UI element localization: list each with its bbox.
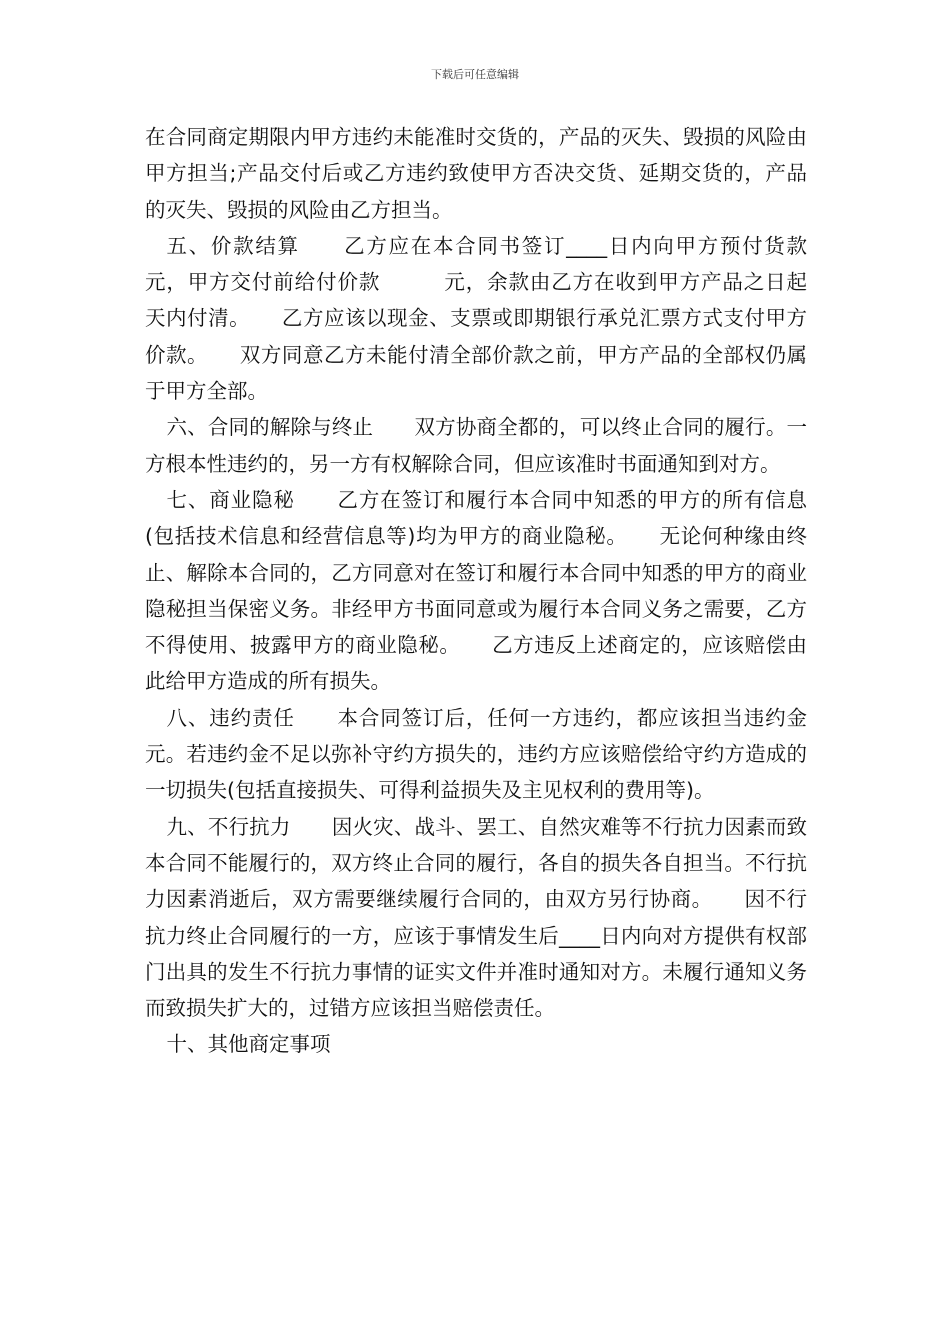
paragraph-liability: 八、违约责任 本合同签订后，任何一方违约，都应该担当违约金 元。若违约金不足以弥补守约方损失的，违约方应该赔偿给守约方造成的一切损失(包括直接损失、可得利益损失及主见权利的费用等)。 bbox=[145, 705, 889, 803]
paragraph-risk-transfer: 在合同商定期限内甲方违约未能准时交货的，产品的灭失、毁损的风险由甲方担当;产品交付后或乙方违约致使甲方否决交货、延期交货的，产品的灭失、毁损的风险由乙方担当。 bbox=[145, 125, 807, 222]
contract-body bbox=[145, 119, 889, 1063]
paragraph-other-matters: 十、其他商定事项 bbox=[166, 1032, 331, 1057]
paragraph-trade-secrets: 七、商业隐秘 乙方在签订和履行本合同中知悉的甲方的所有信息(包括技术信息和经营信息等)均为甲方的商业隐秘。 无论何种缘由终止、解除本合同的，乙方同意对在签订和履行本合同中知悉的甲方的商业隐秘担当保密义务。非经甲方书面同意或为履行本合同义务之需要，乙方不得使用、披露甲方的商业隐秘。 乙方违反上述商定的，应该赔偿由此给甲方造成的所有损失。 bbox=[145, 487, 807, 694]
paragraph-termination: 六、合同的解除与终止 双方协商全都的，可以终止合同的履行。一方根本性违约的，另一方有权解除合同，但应该准时书面通知到对方。 bbox=[145, 415, 807, 476]
page-header: 下载后可任意编辑 bbox=[431, 68, 519, 81]
paragraph-force-majeure: 九、不行抗力 因火灾、战斗、罢工、自然灾难等不行抗力因素而致本合同不能履行的，双方终止合同的履行，各自的损失各自担当。不行抗力因素消逝后，双方需要继续履行合同的，由双方另行协商。 因不行抗力终止合同履行的一方，应该于事情发生后____日内向对方提供有权部门出具的发生不行抗力事情的证实文件并准时通知对方。未履行通知义务而致损失扩大的，过错方应该担当赔偿责任。 bbox=[145, 814, 807, 1021]
paragraph-price-settlement: 五、价款结算 乙方应在本合同书签订____日内向甲方预付货款 元，甲方交付前给付价款 元，余款由乙方在收到甲方产品之日起 天内付清。 乙方应该以现金、支票或即期银行承兑汇票方式支付甲方价款。 双方同意乙方未能付清全部价款之前，甲方产品的全部权仍属于甲方全部。 bbox=[145, 233, 889, 404]
